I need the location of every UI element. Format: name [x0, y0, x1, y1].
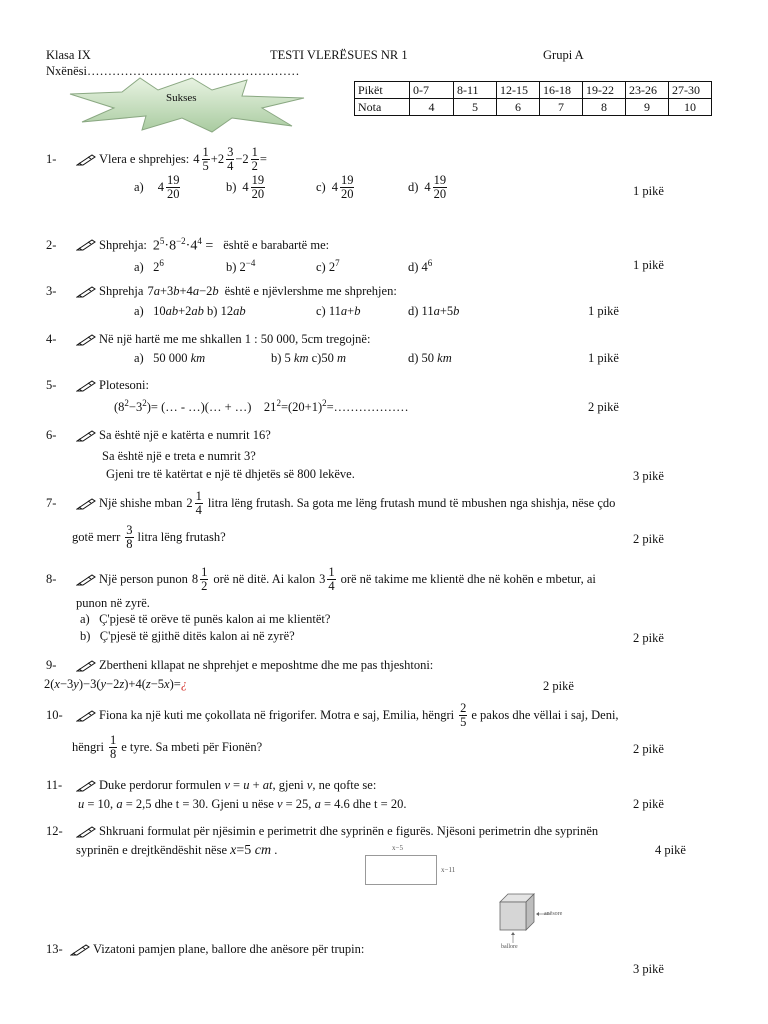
- question-8-sub-b: b) Ç'pjesë të gjithë ditës kalon ai në zyrë?: [80, 629, 295, 643]
- pen-icon: [76, 239, 96, 251]
- side-view-label: anësore: [544, 911, 563, 917]
- question-2: 2- Shprehja: $2^5\cdot 8^{-2}\cdot 4^4$ = është e barabartë me:: [46, 236, 330, 254]
- expression-9: 2(x−3y)−3(y−2z)+4(z−5x)=¿: [44, 677, 188, 691]
- question-12: 12- Shkruani formulat për njësimin e perimetrit dhe syprinën e figurës. Njësoni perimetrin dhe syprinën: [46, 824, 599, 838]
- pen-icon: [76, 574, 96, 586]
- starburst-icon: [62, 76, 312, 134]
- pen-icon: [76, 334, 96, 346]
- question-8-line2: punon në zyrë.: [76, 596, 150, 610]
- range-cell: 8-11: [454, 82, 497, 99]
- question-7-line2: gotë merr $\frac{3}{8}$ litra lëng frutash?: [72, 523, 226, 552]
- rect-top-label: x−5: [392, 844, 403, 852]
- points-10: 2 pikë: [633, 742, 664, 756]
- question-11-line2: u = 10, a = 2,5 dhe t = 30. Gjeni u nëse v = 25, a = 4.6 dhe t = 20.: [78, 797, 407, 811]
- question-9: 9- Zbertheni kllapat ne shprehjet e meposhtme dhe me pas thjeshtoni:: [46, 658, 434, 672]
- options-3: a) 10ab+2ab b) 12ab: [134, 304, 246, 318]
- badge-text: Sukses: [166, 92, 197, 104]
- question-text: Vlera e shprehjes:: [99, 152, 190, 167]
- points-7: 2 pikë: [633, 532, 664, 546]
- option-2c: c) $2^7$: [316, 258, 340, 275]
- pen-icon: [70, 944, 90, 956]
- pen-icon: [76, 710, 96, 722]
- expression-5: $(8^2-3^2)=$ (… - …)(… + …) $21^2=(20+1)^2=\dots\dots\dots\dots\dots\dots$: [114, 398, 409, 415]
- option-c: c) 4 $\frac{19}{20}$: [316, 173, 354, 202]
- question-12-line2: syprinën e drejtkëndëshit nëse x=5 cm .: [76, 843, 278, 858]
- pen-icon: [76, 154, 96, 166]
- grade-cell: 8: [583, 99, 626, 116]
- cube-figure: [494, 888, 574, 950]
- grade-cell: 4: [410, 99, 454, 116]
- grade-cell: 6: [497, 99, 540, 116]
- range-cell: 0-7: [410, 82, 454, 99]
- range-cell: 19-22: [583, 82, 626, 99]
- pen-icon: [76, 286, 96, 298]
- options-1: a) 4 $\frac{19}{20}$: [134, 173, 180, 202]
- range-cell: 16-18: [540, 82, 583, 99]
- points-9: 2 pikë: [543, 679, 574, 693]
- points-12: 4 pikë: [655, 843, 686, 857]
- points-6: 3 pikë: [633, 469, 664, 483]
- page-title: TESTI VLERËSUES NR 1: [270, 48, 408, 62]
- points-label: Pikët: [355, 82, 410, 99]
- points-11: 2 pikë: [633, 797, 664, 811]
- pen-icon: [76, 430, 96, 442]
- points-2: 1 pikë: [633, 258, 664, 272]
- question-6: 6- Sa është një e katërta e numrit 16?: [46, 428, 271, 442]
- question-3: 3- Shprehja 7a+3b+4a−2b është e njëvlershme me shprehjen:: [46, 284, 397, 298]
- option-2b: b) $2^{-4}$: [226, 258, 256, 275]
- points-4: 1 pikë: [588, 351, 619, 365]
- option-2d: d) $4^6$: [408, 258, 433, 275]
- options-4: a) 50 000 km: [134, 351, 206, 365]
- grade-label: Nota: [355, 99, 410, 116]
- pen-icon: [76, 380, 96, 392]
- class-label: Klasa IX: [46, 48, 91, 62]
- range-cell: 23-26: [626, 82, 669, 99]
- range-cell: 27-30: [669, 82, 712, 99]
- grade-cell: 10: [669, 99, 712, 116]
- expression: 4 $\frac{1}{5}$ + 2 $\frac{3}{4}$ − 2 $\frac{1}{2}$ =: [193, 145, 267, 174]
- option-4b: b) 5 km c)50 m: [271, 351, 346, 365]
- grade-cell: 7: [540, 99, 583, 116]
- points-8: 2 pikë: [633, 631, 664, 645]
- range-cell: 12-15: [497, 82, 540, 99]
- grade-row: [355, 99, 712, 116]
- front-view-label: ballore: [501, 944, 518, 950]
- points-row: [355, 82, 712, 99]
- pen-icon: [76, 660, 96, 672]
- grade-cell: 5: [454, 99, 497, 116]
- question-8: 8- Një person punon 8 $\frac{1}{2}$ orë në ditë. Ai kalon 3 $\frac{1}{4}$ orë në takime me klientë dhe në kohën e mbetur, ai: [46, 565, 596, 594]
- points-13: 3 pikë: [633, 962, 664, 976]
- option-d: d) 4 $\frac{19}{20}$: [408, 173, 447, 202]
- question-5: 5- Plotesoni:: [46, 378, 150, 392]
- options-2: a) $2^6$: [134, 258, 164, 275]
- option-4d: d) 50 km: [408, 351, 452, 365]
- question-6-line2: Sa është një e treta e numrit 3?: [102, 449, 256, 463]
- question-4: 4- Në një hartë me me shkallen 1 : 50 000, 5cm tregojnë:: [46, 332, 371, 346]
- question-7: 7- Një shishe mban 2 $\frac{1}{4}$ litra lëng frutash. Sa gota me lëng frutash mund të mbushen nga shishja, nëse çdo: [46, 489, 616, 518]
- success-badge: [62, 76, 312, 134]
- question-8-sub-a: a) Ç'pjesë të orëve të punës kalon ai me klientët?: [80, 612, 331, 626]
- pen-icon: [76, 780, 96, 792]
- question-1: [46, 146, 267, 173]
- option-b: b) 4 $\frac{19}{20}$: [226, 173, 265, 202]
- group-label: Grupi A: [543, 48, 584, 62]
- option-3c: c) 11a+b: [316, 304, 361, 318]
- grade-cell: 9: [626, 99, 669, 116]
- student-name-line: Nxënësi……………………………………………: [46, 64, 300, 78]
- option-3d: d) 11a+5b: [408, 304, 460, 318]
- question-6-line3: Gjeni tre të katërtat e një të dhjetës së 800 lekëve.: [106, 467, 355, 481]
- rectangle-figure: [365, 855, 437, 885]
- question-10-line2: hëngri $\frac{1}{8}$ e tyre. Sa mbeti për Fionën?: [72, 733, 263, 762]
- points-3: 1 pikë: [588, 304, 619, 318]
- question-number: 1-: [46, 152, 57, 167]
- pen-icon: [76, 498, 96, 510]
- question-11: 11- Duke perdorur formulen v = u + at , gjeni v , ne qofte se:: [46, 778, 377, 792]
- question-13: 13- Vizatoni pamjen plane, ballore dhe anësore për trupin:: [46, 942, 365, 956]
- pen-icon: [76, 826, 96, 838]
- rect-side-label: x−11: [441, 866, 456, 874]
- points-5: 2 pikë: [588, 400, 619, 414]
- grade-table: [354, 81, 712, 116]
- points-1: 1 pikë: [633, 184, 664, 198]
- question-10: 10- Fiona ka një kuti me çokollata në frigorifer. Motra e saj, Emilia, hëngri $\frac{2}{5}$ e pakos dhe vëllai i saj, Deni,: [46, 701, 619, 730]
